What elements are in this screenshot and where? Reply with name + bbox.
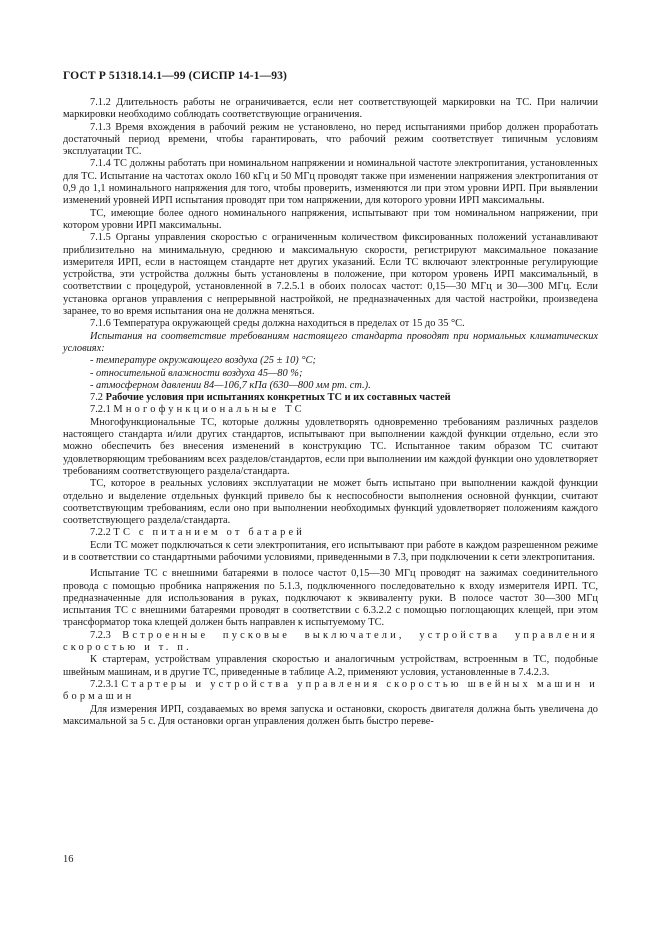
- page-number: 16: [63, 854, 74, 865]
- subsection-heading: [63, 679, 598, 704]
- section-title: Встроенные пусковые выключатели, устройства управления скоростью и т. п.: [63, 629, 598, 654]
- paragraph: ТС, имеющие более одного номинального напряжения, испытывают при том номинальном напряжении, при котором уровни ИРП максимальны.: [63, 207, 598, 231]
- paragraph: К стартерам, устройствам управления скоростью и аналогичным устройствам, встроенным в ТС, подобные швейным машинам, и в другие ТС, приведенные в таблице А.2, применяют условия, установленные в 7.4.2.3.: [63, 654, 598, 678]
- section-number: 7.2.3: [90, 629, 111, 641]
- section-title: ТС с питанием от батарей: [113, 527, 306, 539]
- paragraph: 7.1.4 ТС должны работать при номинальном напряжении и номинальной частоте электропитания, установленных для ТС. Испытание на частотах около 160 кГц и 50 МГц проводят также при изменении напряжения электропитания от 0,9 до 1,1 номинального напряжения для того, чтобы проверить, изменяются ли при этом уровни ИРП. При выявлении изменений уровней ИРП испытания проводят при том напряжении, для которого уровни ИРП максимальны.: [63, 158, 598, 207]
- paragraph: 7.1.5 Органы управления скоростью с ограниченным количеством фиксированных положений устанавливают приблизительно на минимальную, среднюю и максимальную скорости, регистрируют максимальное показание измерителя ИРП, если в настоящем стандарте нет других указаний. Если ТС включают электронные регулирующие устройства, эти устройства должны быть установлены в положение, при котором уровень ИРП максимальный, в соответствии с процедурой, установленной в 7.2.5.1 в обоих полосах частот: 0,15—30 МГц и 30—300 МГц. Если установка органов управления с непрерывной настройкой, не предназначенных для частой настройки, произведена заранее, то во время испытания она не должна меняться.: [63, 232, 598, 318]
- paragraph: Испытание ТС с внешними батареями в полосе частот 0,15—30 МГц проводят на зажимах соединительного провода с помощью пробника напряжения по 5.1.3, подключенного последовательно к входу измерителя ИРП. ТС, предназначенные для использования в руках, подключают к эквиваленту руки. В полосе частот 30—300 МГц испытания ТС с внешними батареями проводят в соответствии с 6.3.2.2 с помощью поглощающих клещей, при этом трансформатор тока клещей должен быть направлен к испытуемому ТС.: [63, 568, 598, 629]
- paragraph: 7.1.3 Время вхождения в рабочий режим не установлено, но перед испытаниями прибор должен проработать достаточный период времени, чтобы гарантировать, что рабочий режим соответствует типичным условиям эксплуатации ТС.: [63, 121, 598, 158]
- paragraph: Многофункциональные ТС, которые должны удовлетворять одновременно требованиям различных разделов настоящего стандарта и/или других стандартов, испытывают при выполнении каждой функции отдельно, если это можно обеспечить без внесения изменений в конструкцию ТС. Испытанное таким образом ТС считают удовлетворяющим требованиям всех разделов/стандартов, если при выполнении им каждой функции оно удовлетворяет требованиям соответствующего раздела/стандарта.: [63, 416, 598, 477]
- section-number: 7.2.3.1: [90, 678, 119, 690]
- section-title: Многофункциональные ТС: [113, 404, 305, 416]
- section-number: 7.2.1: [90, 404, 111, 416]
- list-item: - атмосферном давлении 84—106,7 кПа (630—800 мм рт. ст.).: [90, 379, 371, 391]
- document-body: [63, 97, 598, 728]
- subsection-heading: [63, 404, 598, 416]
- subsection-heading: [63, 527, 598, 539]
- section-number: 7.2: [90, 392, 103, 404]
- section-title: Рабочие условия при испытаниях конкретных ТС и их составных частей: [105, 392, 451, 404]
- section-number: 7.2.2: [90, 527, 111, 539]
- paragraph: 7.1.2 Длительность работы не ограничивается, если нет соответствующей маркировки на ТС. При наличии маркировки необходимо соблюдать соответствующие ограничения.: [63, 97, 598, 121]
- paragraph: 7.1.6 Температура окружающей среды должна находиться в пределах от 15 до 35 °С.: [90, 318, 465, 330]
- section-title: Стартеры и устройства управления скоростью швейных машин и бормашин: [63, 678, 598, 703]
- paragraph: ТС, которое в реальных условиях эксплуатации не может быть испытано при выполнении каждой функции отдельно и выделение отдельных функций привело бы к неспособности выполнения основной функции, считают соответствующим требованиям, если оно при выполнении необходимых функций удовлетворяет положениям каждого соответствующего раздела/стандарта.: [63, 478, 598, 527]
- list-item: - относительной влажности воздуха 45—80 %;: [90, 367, 303, 379]
- section-heading: [63, 392, 598, 404]
- paragraph: Для измерения ИРП, создаваемых во время запуска и остановки, скорость двигателя должна быть увеличена до максимальной за 5 с. Для остановки орган управления должен быть быстро переве-: [63, 703, 598, 727]
- paragraph: Испытания на соответствие требованиям настоящего стандарта проводят при нормальных климатических условиях:: [63, 330, 598, 354]
- list-item: - температуре окружающего воздуха (25 ± 10) °С;: [90, 355, 316, 367]
- paragraph: Если ТС может подключаться к сети электропитания, его испытывают при работе в каждом разрешенном режиме и в соответствии со стандартными рабочими условиями, приведенными в 7.3, при подключении к сети электропитания.: [63, 539, 598, 563]
- document-header: ГОСТ Р 51318.14.1—99 (СИСПР 14-1—93): [63, 69, 288, 82]
- subsection-heading: [63, 630, 598, 655]
